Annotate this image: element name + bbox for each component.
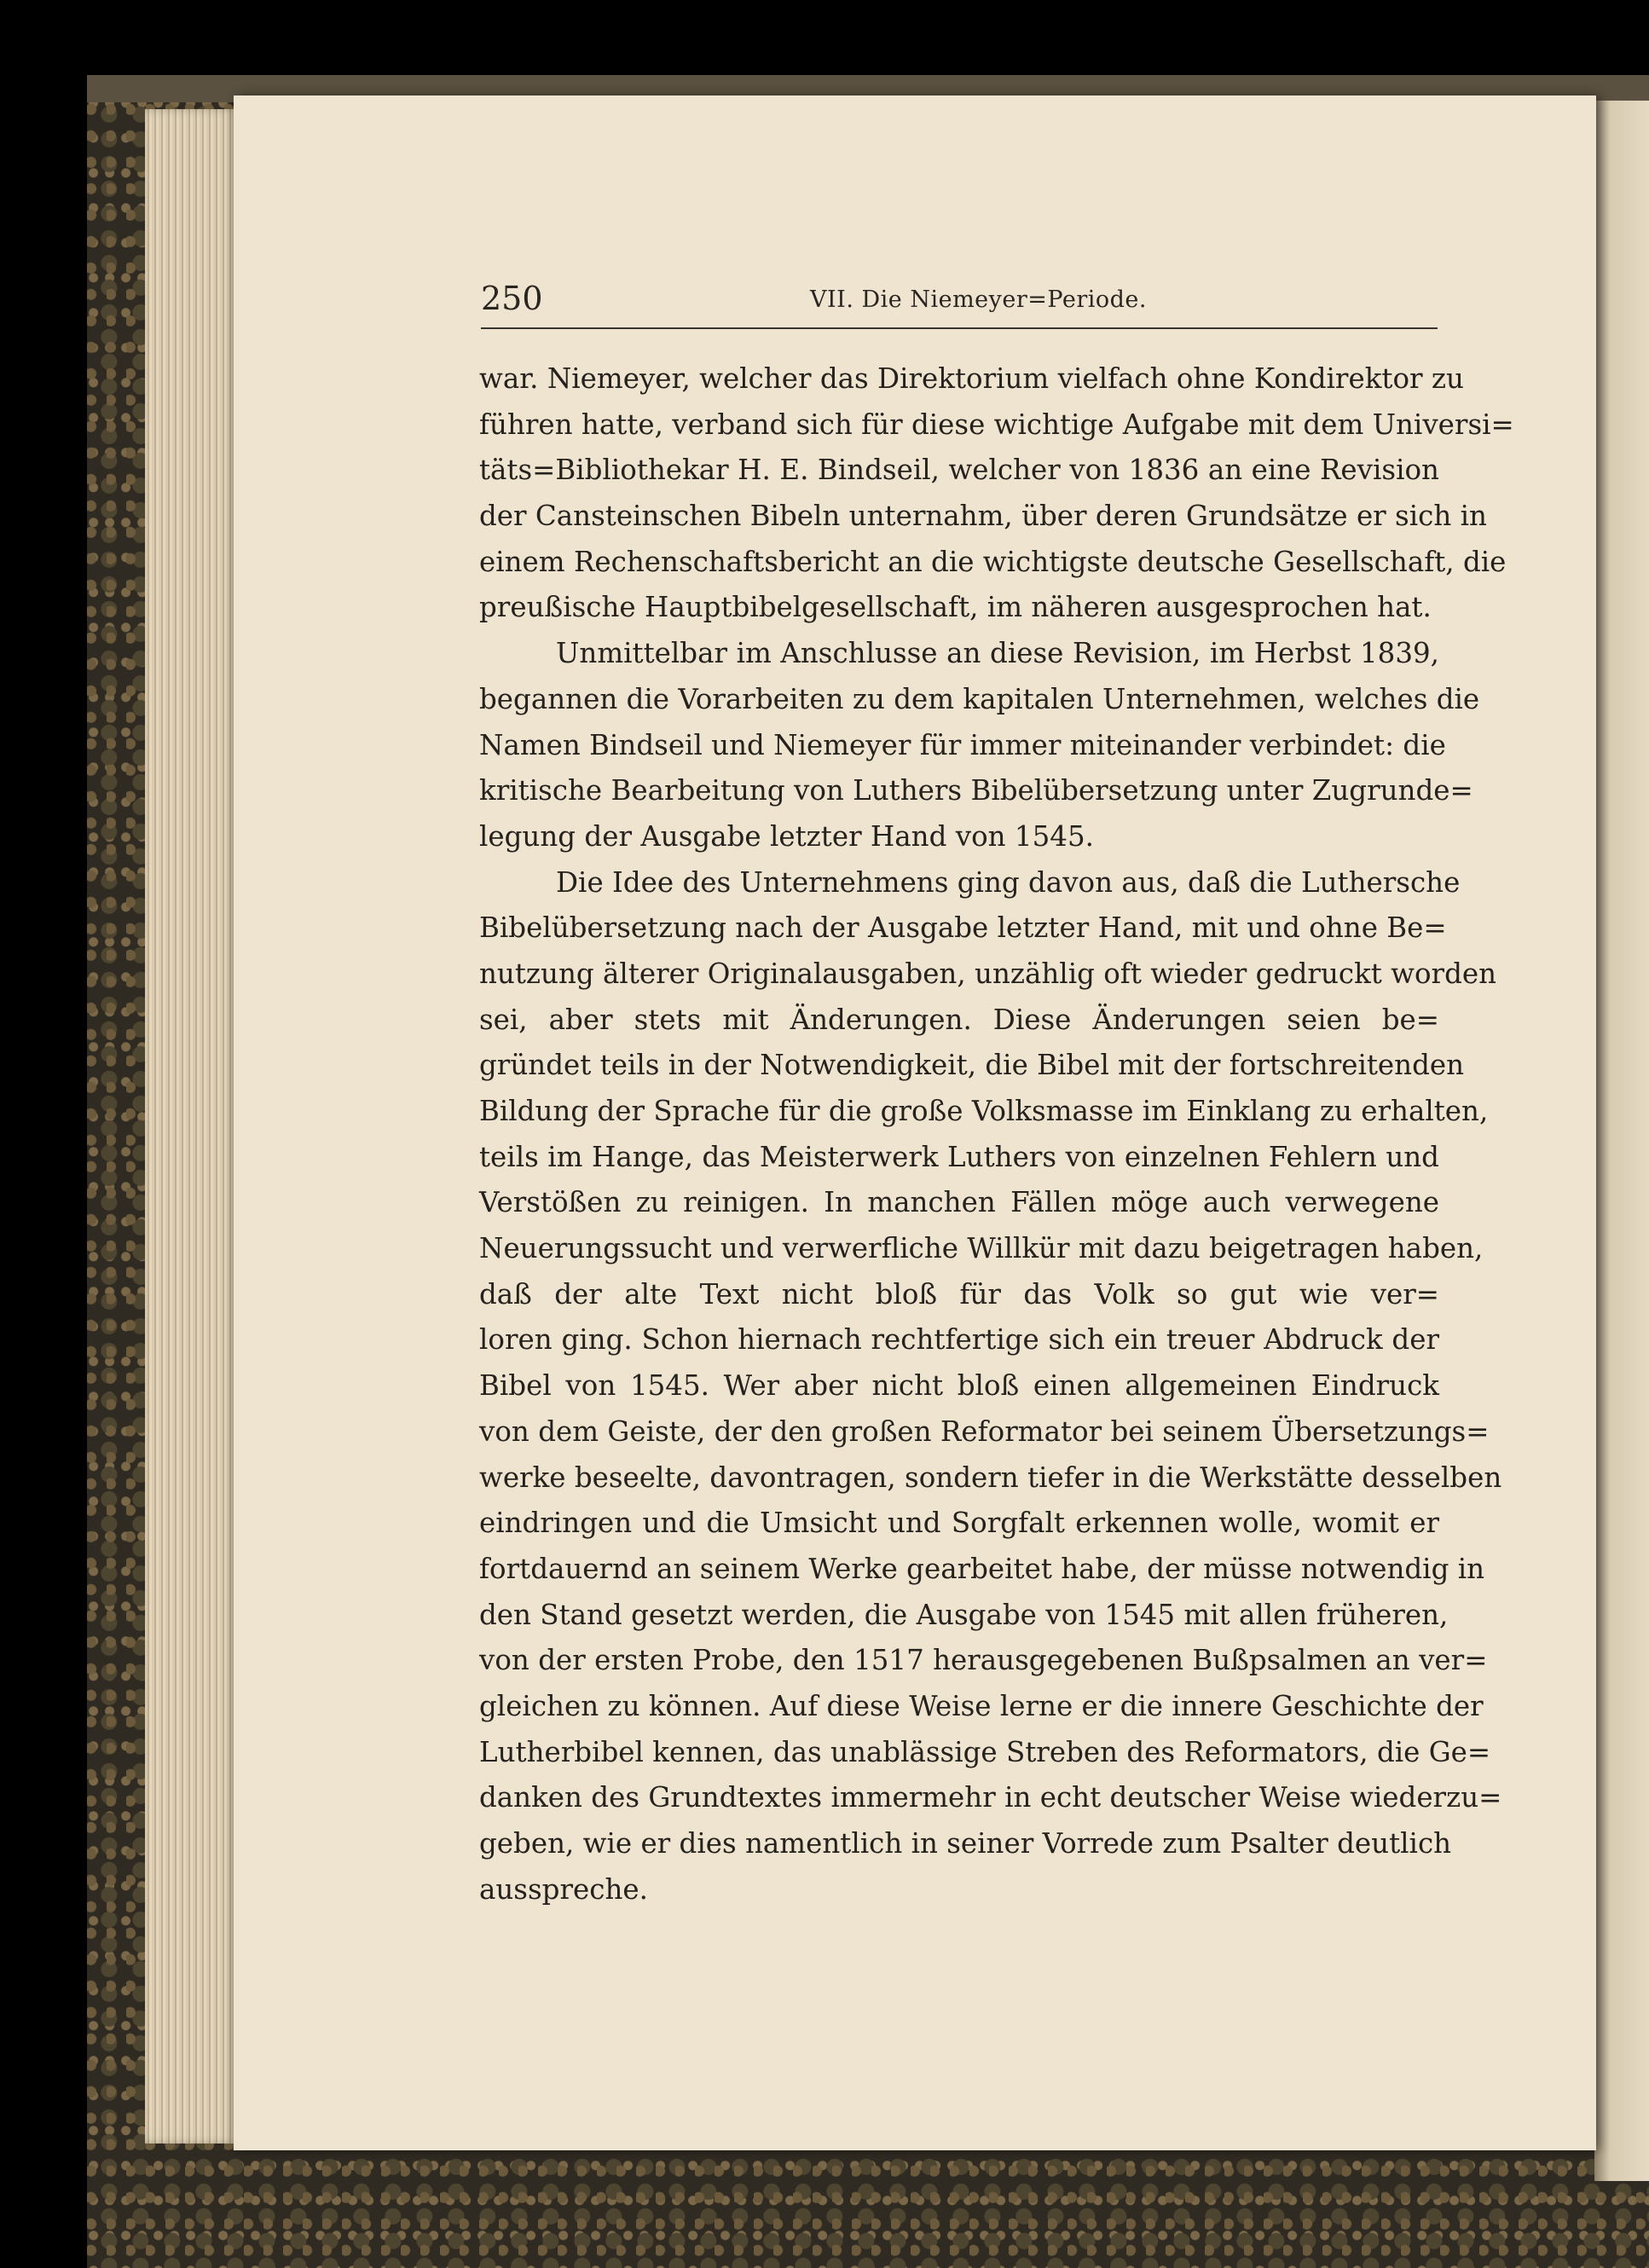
text-line: von der ersten Probe, den 1517 herausgegebenen Bußpsalmen an ver= [479, 1644, 1488, 1677]
text-line: Neuerungssucht und verwerfliche Willkür mit dazu beigetragen haben, [479, 1232, 1484, 1265]
page-header [481, 280, 1438, 329]
page-stack-edge [145, 109, 237, 2144]
text-line: Namen Bindseil und Niemeyer für immer miteinander verbindet: die [479, 728, 1446, 761]
text-line: teils im Hange, das Meisterwerk Luthers von einzelnen Fehlern und [479, 1140, 1439, 1173]
running-head: VII. Die Niemeyer=Periode. [810, 286, 1147, 313]
body-text [479, 356, 1514, 1912]
text-line: eindringen und die Umsicht und Sorgfalt erkennen wolle, womit er [479, 1507, 1439, 1540]
text-line: Verstößen zu reinigen. In manchen Fällen möge auch verwegene [479, 1186, 1439, 1219]
text-line: legung der Ausgabe letzter Hand von 1545. [479, 819, 1094, 853]
text-line: täts=Bibliothekar H. E. Bindseil, welcher von 1836 an eine Revision [479, 454, 1439, 487]
text-line: begannen die Vorarbeiten zu dem kapitalen Unternehmen, welches die [479, 682, 1480, 715]
text-line: Die Idee des Unternehmens ging davon aus, daß die Luthersche [556, 865, 1461, 899]
text-line: der Cansteinschen Bibeln unternahm, über deren Grundsätze er sich in [479, 500, 1487, 533]
text-line: Bildung der Sprache für die große Volksmasse im Einklang zu erhalten, [479, 1095, 1489, 1127]
text-line: einem Rechenschaftsbericht an die wichtigste deutsche Gesellschaft, die [479, 545, 1507, 578]
text-line: daß der alte Text nicht bloß für das Volk so gut wie ver= [479, 1277, 1439, 1310]
text-line: gleichen zu können. Auf diese Weise lerne er die innere Geschichte der [479, 1689, 1484, 1722]
text-line: sei, aber stets mit Änderungen. Diese Änderungen seien be= [479, 1003, 1439, 1036]
text-line: gründet teils in der Notwendigkeit, die Bibel mit der fortschreitenden [479, 1049, 1465, 1082]
text-line: war. Niemeyer, welcher das Direktorium vielfach ohne Kondirektor zu [479, 362, 1464, 395]
text-line: von dem Geiste, der den großen Reformator bei seinem Übersetzungs= [479, 1415, 1490, 1448]
text-line: werke beseelte, davontragen, sondern tiefer in die Werkstätte desselben [479, 1461, 1502, 1494]
text-line: Bibel von 1545. Wer aber nicht bloß einen allgemeinen Eindruck [479, 1369, 1439, 1403]
page-number: 250 [481, 280, 543, 317]
text-line: nutzung älterer Originalausgaben, unzählig oft wieder gedruckt worden [479, 957, 1497, 990]
text-line: loren ging. Schon hiernach rechtfertige sich ein treuer Abdruck der [479, 1323, 1439, 1357]
text-line: den Stand gesetzt werden, die Ausgabe von 1545 mit allen früheren, [479, 1598, 1449, 1631]
text-line: ausspreche. [479, 1872, 648, 1906]
text-line: Unmittelbar im Anschlusse an diese Revision, im Herbst 1839, [556, 637, 1439, 670]
text-line: Lutherbibel kennen, das unablässige Streben des Reformators, die Ge= [479, 1735, 1491, 1768]
text-line: kritische Bearbeitung von Luthers Bibelübersetzung unter Zugrunde= [479, 774, 1473, 807]
text-line: geben, wie er dies namentlich in seiner Vorrede zum Psalter deutlich [479, 1827, 1452, 1860]
text-line: preußische Hauptbibelgesellschaft, im näheren ausgesprochen hat. [479, 591, 1432, 624]
facing-page-edge [1594, 101, 1649, 2181]
text-line: fortdauernd an seinem Werke gearbeitet habe, der müsse notwendig in [479, 1552, 1485, 1585]
text-line: danken des Grundtextes immermehr in echt deutscher Weise wiederzu= [479, 1781, 1502, 1814]
text-line: Bibelübersetzung nach der Ausgabe letzter Hand, mit und ohne Be= [479, 911, 1447, 945]
text-line: führen hatte, verband sich für diese wichtige Aufgabe mit dem Universi= [479, 408, 1514, 441]
